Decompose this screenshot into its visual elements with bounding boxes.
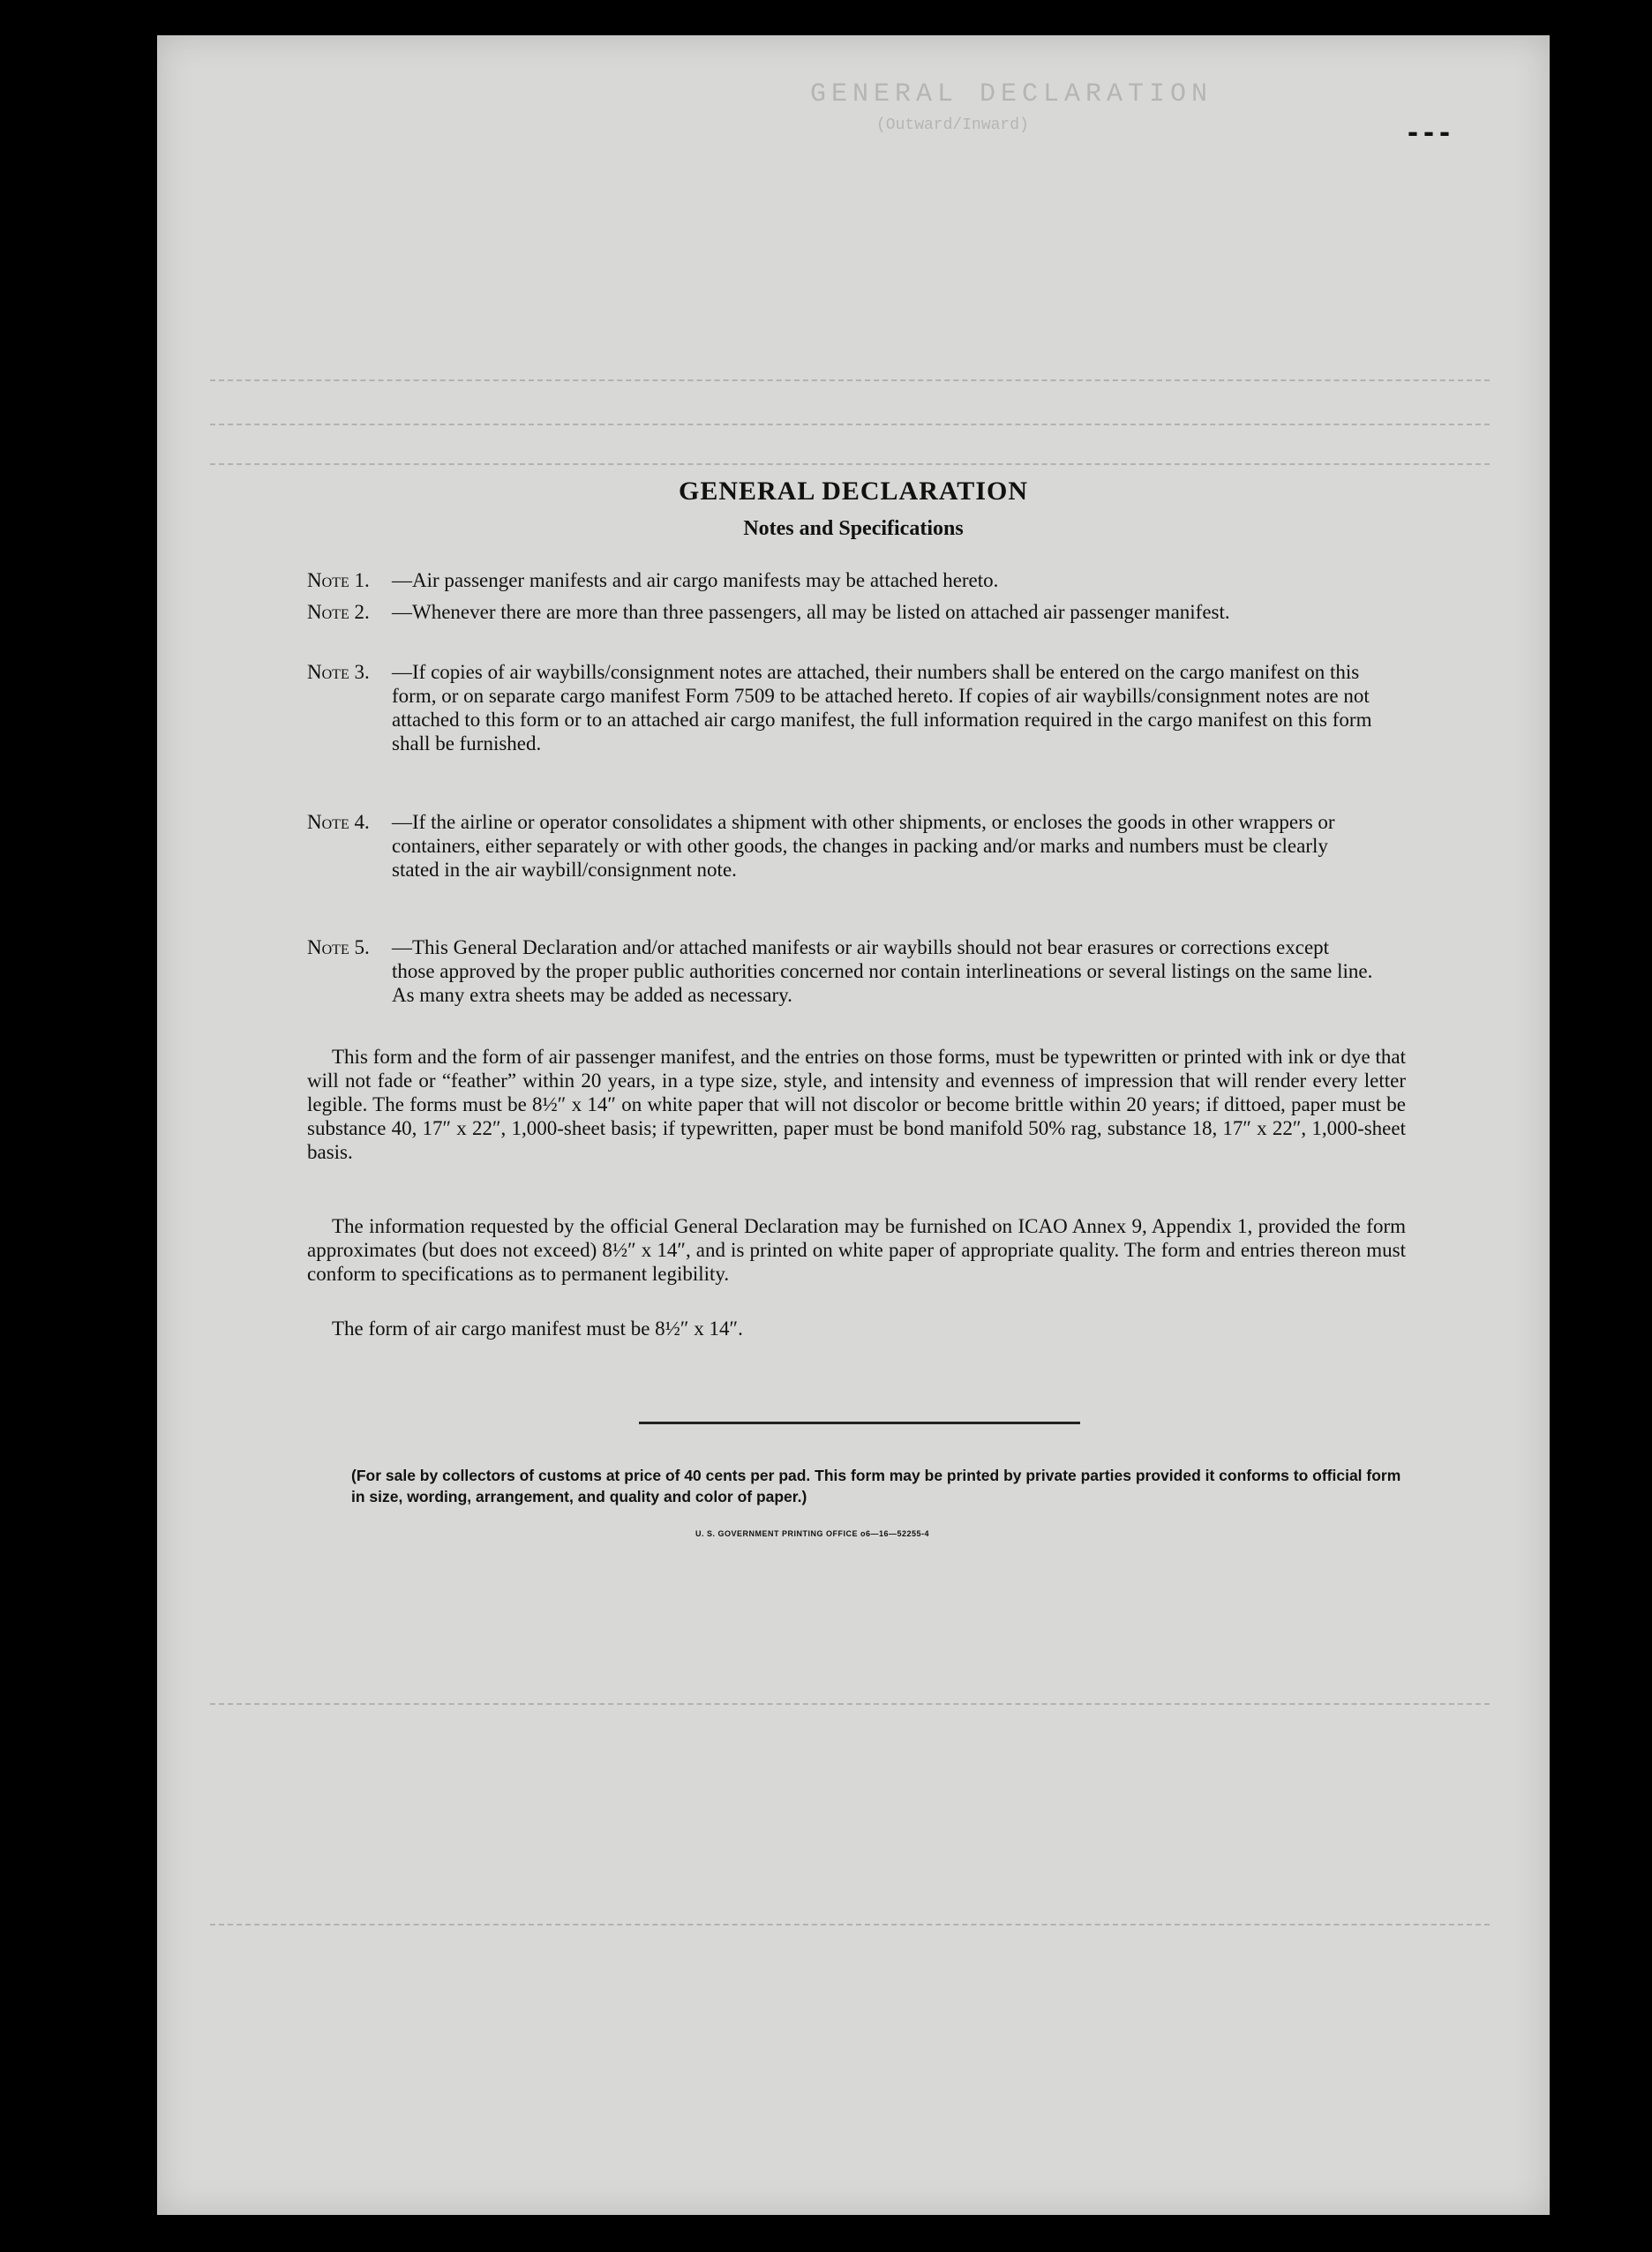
note-5	[307, 935, 1410, 1007]
note-text: —If the airline or operator consolidates a shipment with other shipments, or encloses the goods in other wrappers or containers, either separately or with other goods, the changes in packing and/or marks and numbers must be clearly stated in the air waybill/consignment note.	[392, 811, 1335, 881]
note-text: —This General Declaration and/or attached manifests or air waybills should not bear erasures or corrections except those approved by the proper public authorities concerned nor contain interlineations or several listings on the same line. As many extra sheets may be added as necessary.	[392, 936, 1373, 1006]
note-1	[307, 568, 1410, 592]
note-label: Note 2.	[307, 601, 370, 623]
bleedthrough-header: GENERAL DECLARATION	[810, 79, 1213, 109]
page-subtitle: Notes and Specifications	[743, 517, 964, 540]
note-label: Note 3.	[307, 661, 370, 683]
note-3	[307, 660, 1410, 755]
note-text: —Whenever there are more than three passengers, all may be listed on attached air passenger manifest.	[392, 601, 1230, 623]
bleedthrough-rule	[210, 463, 1490, 465]
bleedthrough-sub: (Outward/Inward)	[876, 116, 1029, 134]
note-text: —If copies of air waybills/consignment notes are attached, their numbers shall be entered on the cargo manifest on this form, or on separate cargo manifest Form 7509 to be attached hereto. If copies of air waybills/consignment notes are not attached to this form or to an attached air cargo manifest, the full information required in the cargo manifest on this form shall be furnished.	[392, 661, 1372, 754]
note-label: Note 4.	[307, 811, 370, 833]
spec-paragraph-1: This form and the form of air passenger manifest, and the entries on those forms, must be typewritten or printed with ink or dye that will not fade or “feather” within 20 years, in a type size, style, and intensity and evenness of impression that will render every letter legible. The forms must be 8½″ x 14″ on white paper that will not discolor or become brittle within 20 years; if dittoed, paper must be substance 40, 17″ x 22″, 1,000-sheet basis; if typewritten, paper must be bond manifold 50% rag, substance 18, 17″ x 22″, 1,000-sheet basis.	[307, 1046, 1406, 1163]
document-page	[157, 35, 1550, 2215]
sale-note: (For sale by collectors of customs at price of 40 cents per pad. This form may be printed by private parties provided it conforms to official form in size, wording, arrangement, and quality and color of paper.)	[351, 1467, 1401, 1505]
bleedthrough-rule	[210, 1924, 1490, 1925]
spec-paragraph-2: The information requested by the official General Declaration may be furnished on ICAO Annex 9, Appendix 1, provided the form approximates (but does not exceed) 8½″ x 14″, and is printed on white paper of appropriate quality. The form and entries thereon must conform to specifications as to permanent legibility.	[307, 1215, 1406, 1285]
note-label: Note 5.	[307, 936, 370, 958]
gpo-imprint: U. S. GOVERNMENT PRINTING OFFICE o6—16—52255-4	[695, 1529, 930, 1538]
bleedthrough-rule	[210, 1703, 1490, 1705]
bleedthrough-rule	[210, 379, 1490, 381]
note-label: Note 1.	[307, 569, 370, 591]
divider-rule	[639, 1422, 1080, 1424]
corner-marks: - - -	[1408, 113, 1448, 149]
note-4	[307, 810, 1410, 882]
page-title: GENERAL DECLARATION	[678, 477, 1028, 506]
bleedthrough-rule	[210, 424, 1490, 425]
note-2	[307, 600, 1410, 624]
note-text: —Air passenger manifests and air cargo manifests may be attached hereto.	[392, 569, 999, 591]
spec-paragraph-3: The form of air cargo manifest must be 8½″ x 14″.	[332, 1317, 743, 1340]
